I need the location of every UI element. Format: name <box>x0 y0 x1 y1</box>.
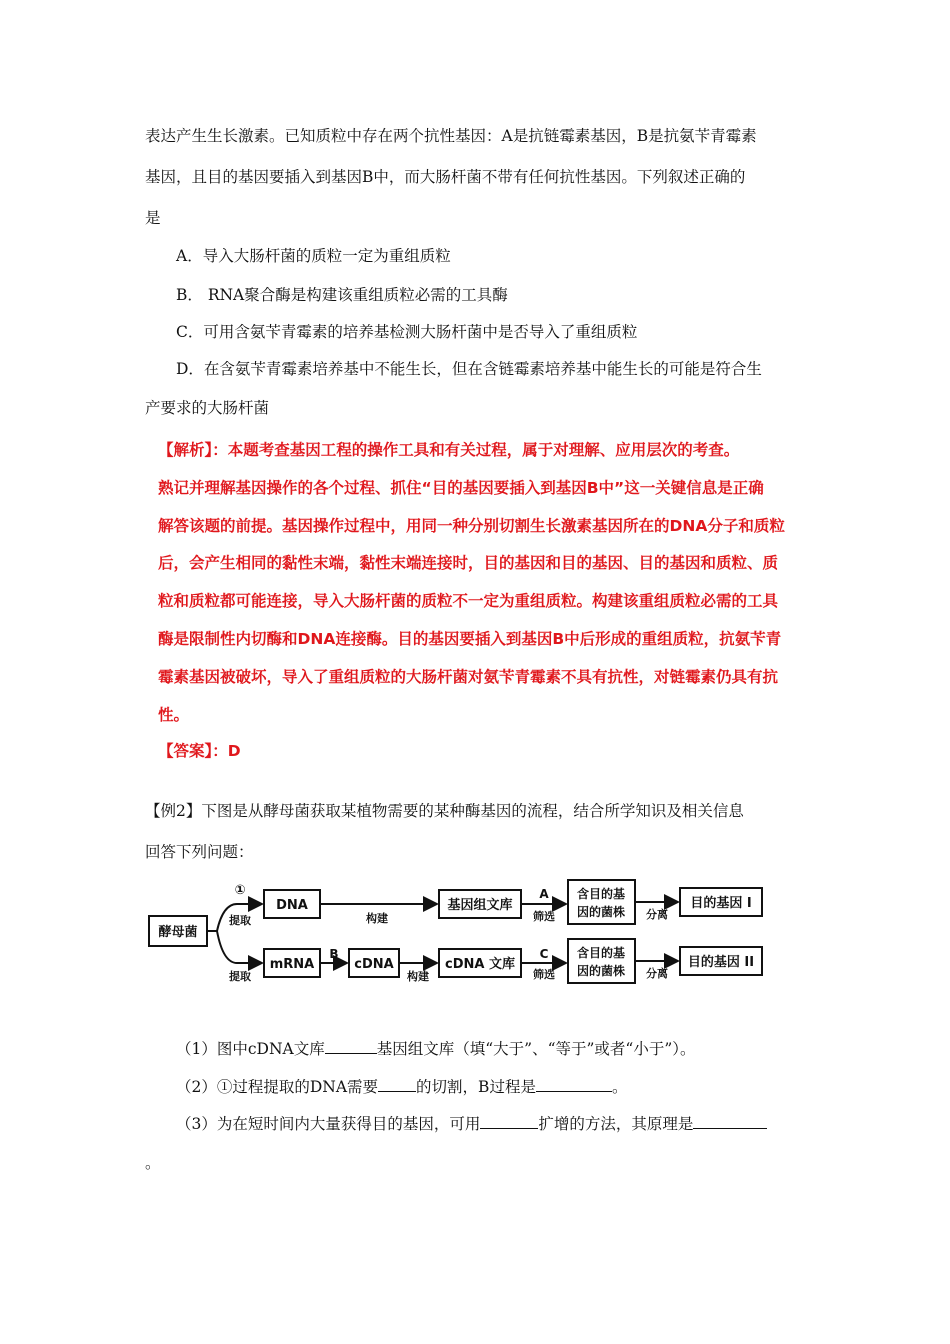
sub2-end: 。 <box>611 1078 628 1096</box>
strain-2-line-1: 含目的基 <box>576 946 626 960</box>
cdna-label: cDNA <box>354 957 394 972</box>
sub1-prefix: （1）图中cDNA文库 <box>176 1040 325 1058</box>
q1-stem-line-1: 表达产生生长激素。已知质粒中存在两个抗性基因：A是抗链霉素基因，B是抗氨苄青霉素 <box>145 127 757 145</box>
q2-stem-line-1: 【例2】下图是从酵母菌获取某植物需要的某种酶基因的流程，结合所学知识及相关信息 <box>145 802 744 820</box>
analysis-line-4: 后，会产生相同的黏性末端，黏性末端连接时，目的基因和目的基因、目的基因和质粒、质 <box>158 554 779 572</box>
b-label: B <box>329 947 339 961</box>
screen-label-2: 筛选 <box>533 968 555 981</box>
a-label: A <box>539 887 549 901</box>
q1-option-d: D．在含氨苄青霉素培养基中不能生长，但在含链霉素培养基中能生长的可能是符合生 <box>176 360 762 378</box>
gene-flow-diagram <box>145 872 775 990</box>
extract-label-2: 提取 <box>229 970 251 983</box>
separate-label-1: 分离 <box>646 908 668 921</box>
sub-question-2 <box>176 1075 627 1098</box>
answer-line: 【答案】：D <box>158 742 241 760</box>
sub2-blank-2[interactable] <box>536 1075 612 1092</box>
sub-question-1 <box>176 1037 696 1060</box>
analysis-line-7: 霉素基因被破坏，导入了重组质粒的大肠杆菌对氨苄青霉素不具有抗性，对链霉素仍具有抗 <box>158 668 779 686</box>
sub1-blank[interactable] <box>325 1037 377 1054</box>
analysis-line-6: 酶是限制性内切酶和DNA连接酶。目的基因要插入到基因B中后形成的重组质粒，抗氨苄青 <box>158 630 782 648</box>
sub-question-3-end: 。 <box>145 1154 161 1172</box>
target-gene-2-label: 目的基因 II <box>687 955 755 970</box>
sub3-blank-2[interactable] <box>693 1112 767 1129</box>
q2-stem-line-2: 回答下列问题： <box>145 843 254 861</box>
sub2-middle: 的切割，B过程是 <box>416 1078 536 1096</box>
analysis-line-8: 性。 <box>158 706 190 724</box>
strain-1-line-2: 因的菌株 <box>576 905 626 919</box>
q1-stem-line-2: 基因，且目的基因要插入到基因B中，而大肠杆菌不带有任何抗性基因。下列叙述正确的 <box>145 168 746 186</box>
q1-stem-line-3: 是 <box>145 209 161 227</box>
analysis-line-2: 熟记并理解基因操作的各个过程、抓住“目的基因要插入到基因B中”这一关键信息是正确 <box>158 479 764 497</box>
q1-option-a: A．导入大肠杆菌的质粒一定为重组质粒 <box>176 247 451 265</box>
mrna-label: mRNA <box>269 957 315 972</box>
genomic-library-label: 基因组文库 <box>447 898 513 913</box>
analysis-line-3: 解答该题的前提。基因操作过程中，用同一种分别切割生长激素基因所在的DNA分子和质粒 <box>158 517 785 535</box>
sub3-blank-1[interactable] <box>480 1112 538 1129</box>
target-gene-1-label: 目的基因 I <box>690 896 752 911</box>
extract-label-1: 提取 <box>229 914 251 927</box>
cdna-library-label: cDNA 文库 <box>445 957 515 972</box>
separate-label-2: 分离 <box>646 967 668 980</box>
step1-label: ① <box>234 883 246 898</box>
strain-2-line-2: 因的菌株 <box>576 964 626 978</box>
sub2-blank-1[interactable] <box>378 1075 416 1092</box>
analysis-line-5: 粒和质粒都可能连接，导入大肠杆菌的质粒不一定为重组质粒。构建该重组质粒必需的工具 <box>158 592 779 610</box>
sub-question-3 <box>176 1112 767 1135</box>
sub3-middle: 扩增的方法，其原理是 <box>538 1115 694 1133</box>
yeast-label: 酵母菌 <box>158 925 198 940</box>
q1-option-d-cont: 产要求的大肠杆菌 <box>145 399 270 417</box>
sub3-prefix: （3）为在短时间内大量获得目的基因，可用 <box>176 1115 481 1133</box>
q1-option-c: C．可用含氨苄青霉素的培养基检测大肠杆菌中是否导入了重组质粒 <box>176 323 638 341</box>
sub1-suffix: 基因组文库（填“大于”、“等于”或者“小于”）。 <box>376 1040 696 1058</box>
screen-label-1: 筛选 <box>533 910 555 923</box>
build-label-1: 构建 <box>366 912 388 925</box>
strain-1-line-1: 含目的基 <box>576 887 626 901</box>
sub2-prefix: （2）①过程提取的DNA需要 <box>176 1078 379 1096</box>
c-label: C <box>539 947 549 961</box>
analysis-line-1: 【解析】：本题考查基因工程的操作工具和有关过程，属于对理解、应用层次的考查。 <box>158 441 740 459</box>
q1-option-b: B． RNA聚合酶是构建该重组质粒必需的工具酶 <box>176 286 508 304</box>
dna-label: DNA <box>276 898 308 913</box>
build-label-2: 构建 <box>407 970 429 983</box>
